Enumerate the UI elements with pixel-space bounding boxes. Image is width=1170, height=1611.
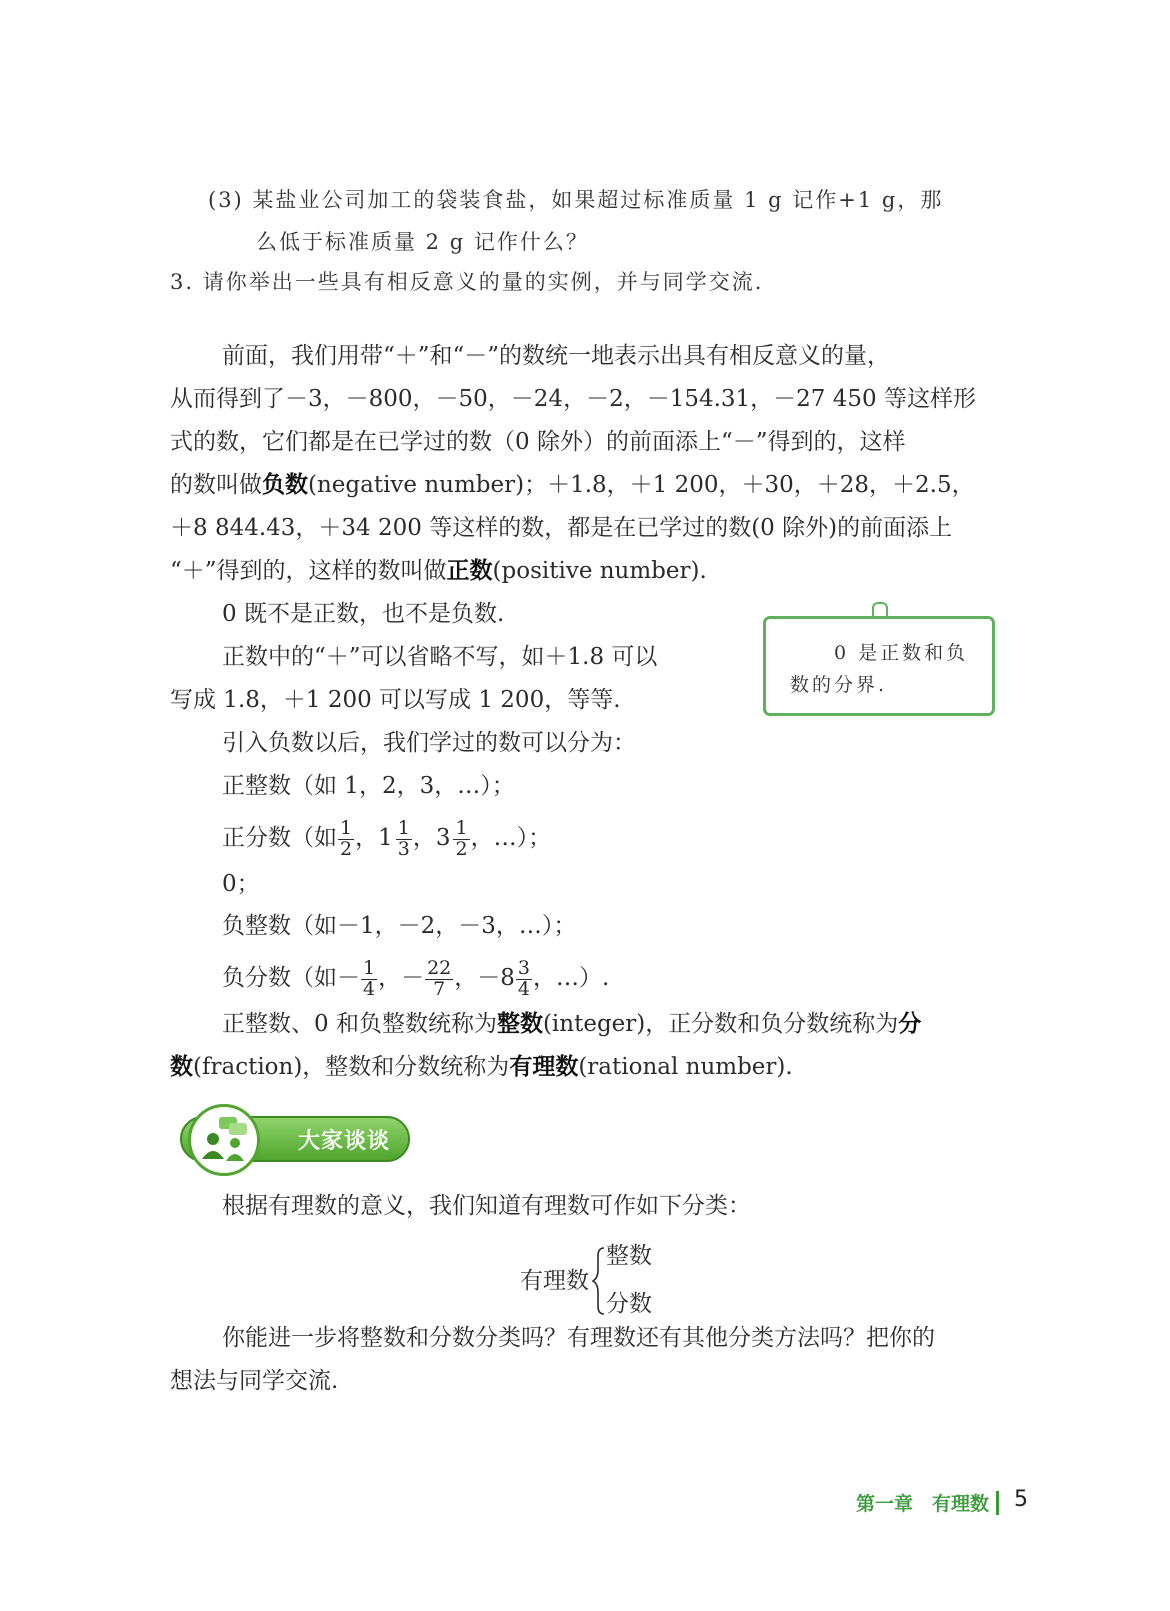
classify-intro: 引入负数以后，我们学过的数可以分为：: [222, 730, 636, 756]
para1-line-5: ＋8 844.43，＋34 200 等这样的数，都是在已学过的数(0 除外)的前面添上: [170, 515, 953, 541]
classification-root: 有理数: [520, 1268, 589, 1294]
classification-integers: 整数: [606, 1243, 652, 1269]
para1-line-3: 式的数，它们都是在已学过的数（0 除外）的前面添上“－”得到的，这样: [170, 429, 906, 455]
chapter-label: 第一章 有理数: [856, 1493, 990, 1515]
discussion-question-line-2: 想法与同学交流.: [170, 1368, 339, 1394]
brace-icon: [592, 1246, 606, 1316]
classify-negative-fractions: 负分数（如－ $\frac{1}{4}$ ，－ $\frac{22}{7}$ ，－8 $\frac{3}{4}$ ，…）.: [222, 956, 610, 1000]
discussion-question-line-1: 你能进一步将整数和分数分类吗？有理数还有其他分类方法吗？把你的: [222, 1325, 935, 1351]
footer-divider: [996, 1491, 999, 1515]
callout-text: 0 是正数和负 数的分界.: [790, 642, 969, 696]
exercise-3-line-2: 么低于标准质量 2 g 记作什么？: [256, 230, 589, 254]
discussion-intro: 根据有理数的意义，我们知道有理数可作如下分类：: [222, 1193, 751, 1219]
omit-line-1: 正数中的“＋”可以省略不写，如＋1.8 可以: [222, 644, 658, 670]
term-rational-number: 有理数: [509, 1053, 579, 1080]
omit-line-2: 写成 1.8，＋1 200 可以写成 1 200，等等.: [170, 687, 621, 713]
term-integer: 整数: [496, 1010, 543, 1037]
fraction: $\frac{3}{4}$: [517, 956, 531, 1000]
page-footer: [856, 1487, 1028, 1516]
term-negative-number: 负数: [262, 471, 308, 498]
discussion-badge: [170, 1098, 410, 1182]
fraction: $\frac{1}{2}$: [340, 816, 353, 860]
margin-callout: [763, 616, 995, 716]
classification-fractions: 分数: [606, 1291, 652, 1317]
zero-note: 0 既不是正数，也不是负数.: [222, 601, 505, 627]
question-3: 3. 请你举出一些具有相反意义的量的实例，并与同学交流.: [170, 270, 764, 294]
classify-zero: 0；: [222, 871, 260, 897]
badge-pill: 大家谈谈: [180, 1116, 410, 1162]
classify-positive-fractions: 正分数（如 $\frac{1}{2}$ ，1 $\frac{1}{3}$ ，3 $\frac{1}{2}$ ，…）；: [222, 816, 552, 860]
fraction: $\frac{1}{2}$: [455, 816, 468, 860]
para1-line-2: 从而得到了－3，－800，－50，－24，－2，－154.31，－27 450 等这样形: [170, 386, 976, 412]
para1-line-4: 的数叫做负数(negative number)；＋1.8，＋1 200，＋30，＋28，＋2.5，: [170, 471, 975, 498]
para1-line-1: 前面，我们用带“＋”和“－”的数统一地表示出具有相反意义的量，: [222, 343, 891, 369]
people-discussion-icon: [188, 1104, 260, 1176]
defs-line-1: 正整数、0 和负整数统称为整数(integer)，正分数和负分数统称为分: [222, 1010, 922, 1037]
exercise-3-line-1: (3) 某盐业公司加工的袋装食盐，如果超过标准质量 1 g 记作+1 g，那: [208, 188, 944, 212]
fraction: $\frac{1}{4}$: [363, 956, 376, 1000]
term-positive-number: 正数: [446, 557, 493, 584]
page-number: 5: [1014, 1487, 1028, 1512]
classify-negative-integers: 负整数（如－1，－2，－3，…）；: [222, 913, 577, 939]
fraction: $\frac{22}{7}$: [427, 956, 452, 1000]
callout-pin: [872, 602, 888, 616]
defs-line-2: 数(fraction)，整数和分数统称为有理数(rational number).: [170, 1053, 793, 1080]
classify-positive-integers: 正整数（如 1，2，3，…）；: [222, 773, 515, 799]
fraction: $\frac{1}{3}$: [397, 816, 410, 860]
para1-line-6: “＋”得到的，这样的数叫做正数(positive number).: [170, 557, 707, 584]
rational-classification-diagram: [520, 1242, 720, 1320]
